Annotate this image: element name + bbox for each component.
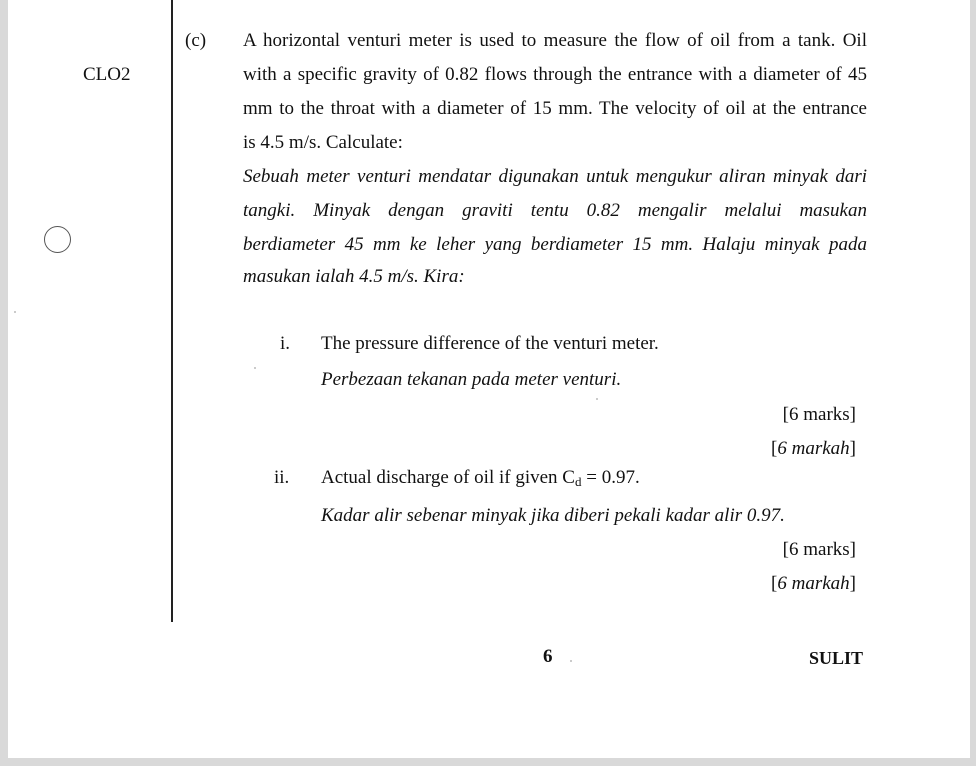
marks-ms xyxy=(771,573,856,595)
page-number: 6 xyxy=(543,646,553,667)
item-en-suffix: = 0.97. xyxy=(581,467,640,488)
question-en-line-1: A horizontal venturi meter is used to measure the flow of oil from a tank. Oil xyxy=(243,30,867,51)
item-en-prefix: Actual discharge of oil if given C xyxy=(321,467,575,488)
item-ms-text: Perbezaan tekanan pada meter venturi. xyxy=(321,369,622,390)
question-ms-line-2: tangki. Minyak dengan graviti tentu 0.82 mengalir melalui masukan xyxy=(243,200,867,221)
marks-ms-text: 6 markah xyxy=(777,438,850,459)
classification-label: SULIT xyxy=(809,648,864,668)
part-label: (c) xyxy=(185,30,207,51)
item-number: i. xyxy=(280,333,291,354)
speck xyxy=(14,311,16,313)
speck xyxy=(596,398,598,400)
bracket-open: [ xyxy=(771,438,778,459)
question-en-line-2: with a specific gravity of 0.82 flows through the entrance with a diameter of 45 xyxy=(243,64,867,85)
exam-page xyxy=(8,0,970,758)
clo-label: CLO2 xyxy=(83,64,131,85)
speck xyxy=(570,660,572,662)
question-ms-line-1: Sebuah meter venturi mendatar digunakan untuk mengukur aliran minyak dari xyxy=(243,166,867,187)
question-ms-line-3: berdiameter 45 mm ke leher yang berdiameter 15 mm. Halaju minyak pada xyxy=(243,234,867,255)
bracket-open: [ xyxy=(771,573,778,594)
bracket-close: ] xyxy=(849,438,856,459)
binder-hole-icon xyxy=(44,226,71,253)
margin-divider xyxy=(171,0,173,622)
item-ms-text: Kadar alir sebenar minyak jika diberi pekali kadar alir 0.97. xyxy=(321,505,785,526)
bracket-close: ] xyxy=(849,573,856,594)
item-en-text xyxy=(321,467,640,490)
question-en-line-3: mm to the throat with a diameter of 15 mm. The velocity of oil at the entrance xyxy=(243,98,867,119)
item-en-text: The pressure difference of the venturi meter. xyxy=(321,333,659,354)
item-number: ii. xyxy=(274,467,290,488)
marks-en: [6 marks] xyxy=(782,539,856,560)
speck xyxy=(254,367,256,369)
question-en-line-4: is 4.5 m/s. Calculate: xyxy=(243,132,403,153)
marks-ms xyxy=(771,438,856,460)
marks-ms-text: 6 markah xyxy=(777,573,850,594)
marks-en: [6 marks] xyxy=(782,404,856,425)
subscript: d xyxy=(574,474,582,489)
question-ms-line-4: masukan ialah 4.5 m/s. Kira: xyxy=(243,266,465,287)
